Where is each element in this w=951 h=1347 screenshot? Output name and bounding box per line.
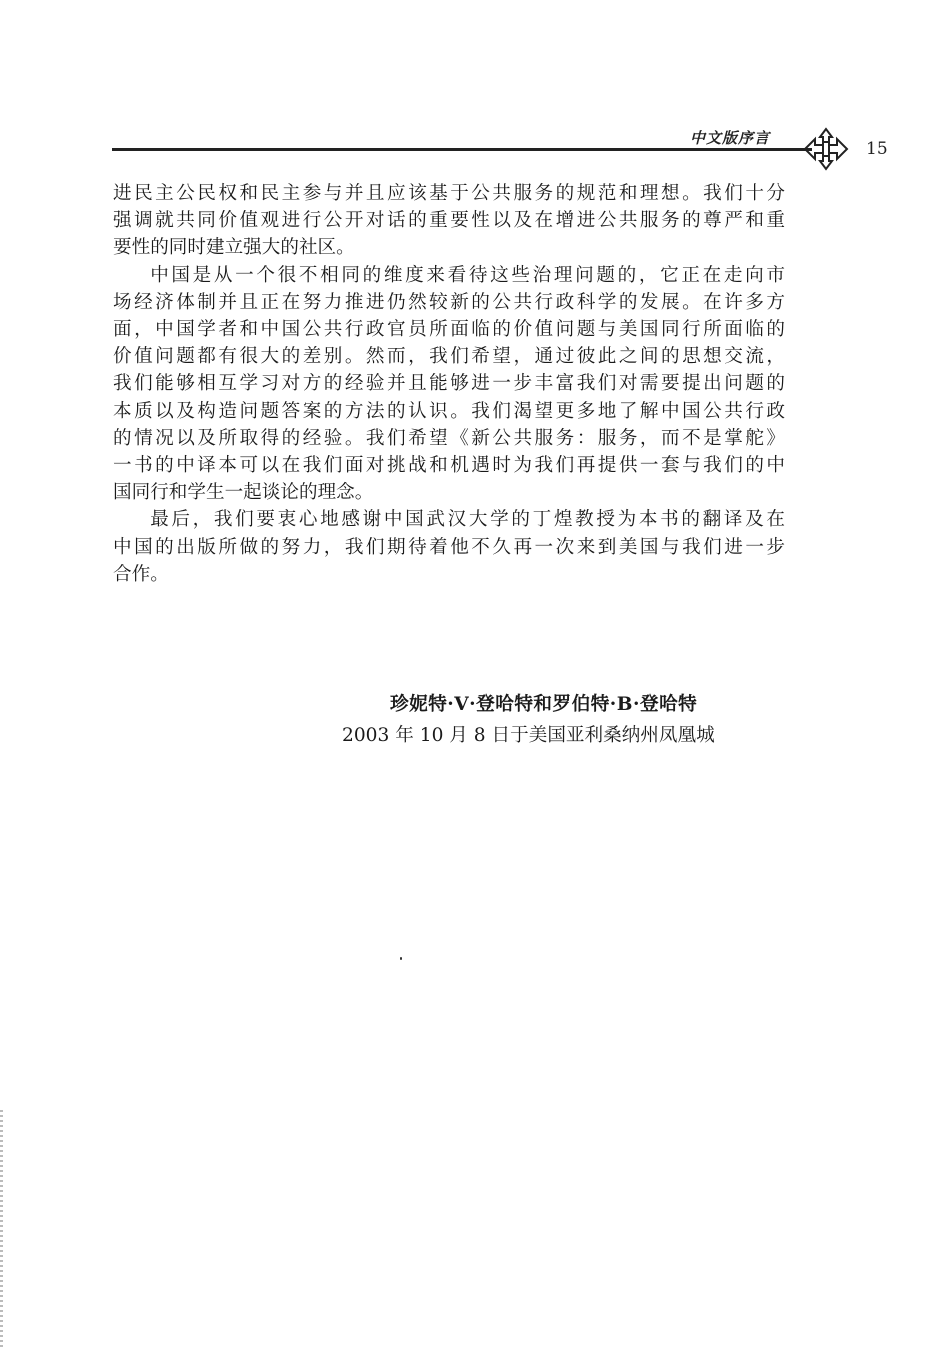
text-line: 面，中国学者和中国公共行政官员所面临的价值问题与美国同行所面临的 [113,319,785,341]
signature-date-place: 2003 年 10 月 8 日于美国亚利桑纳州凤凰城 [342,725,715,746]
text-line: 本质以及构造问题答案的方法的认识。我们渴望更多地了解中国公共行政 [113,400,785,422]
paragraph-3 [113,506,785,588]
text-line: 强调就共同价值观进行公开对话的重要性以及在增进公共服务的尊严和重 [113,210,785,232]
text-line: 一书的中译本可以在我们面对挑战和机遇时为我们再提供一套与我们的中 [113,455,785,477]
header-rule [112,148,812,151]
text-line: 的情况以及所取得的经验。我们希望《新公共服务：服务，而不是掌舵》 [113,427,785,449]
paragraph-1 [113,180,785,262]
text-line: 价值问题都有很大的差别。然而，我们希望，通过彼此之间的思想交流， [113,346,785,368]
text-line: 中国是从一个很不相同的维度来看待这些治理问题的，它正在走向市 [150,264,785,286]
body-text [113,180,785,588]
scan-speck [400,957,402,960]
text-line: 最后，我们要衷心地感谢中国武汉大学的丁煌教授为本书的翻译及在 [150,509,785,531]
section-title: 中文版序言 [690,129,771,147]
text-line: 我们能够相互学习对方的经验并且能够进一步丰富我们对需要提出问题的 [113,373,785,395]
paragraph-2 [113,262,785,507]
signature-authors: 珍妮特·V·登哈特和罗伯特·B·登哈特 [390,694,698,715]
page-number: 15 [866,139,888,159]
scan-edge-artifact [0,1110,3,1347]
text-line: 合作。 [113,563,169,585]
double-arrow-ornament-icon [801,126,851,172]
text-line: 要性的同时建立强大的社区。 [113,237,355,259]
text-line: 场经济体制并且正在努力推进仍然较新的公共行政科学的发展。在许多方 [113,291,785,313]
text-line: 进民主公民权和民主参与并且应该基于公共服务的规范和理想。我们十分 [113,183,785,204]
text-line: 国同行和学生一起谈论的理念。 [113,482,374,504]
text-line: 中国的出版所做的努力，我们期待着他不久再一次来到美国与我们进一步 [113,536,785,558]
